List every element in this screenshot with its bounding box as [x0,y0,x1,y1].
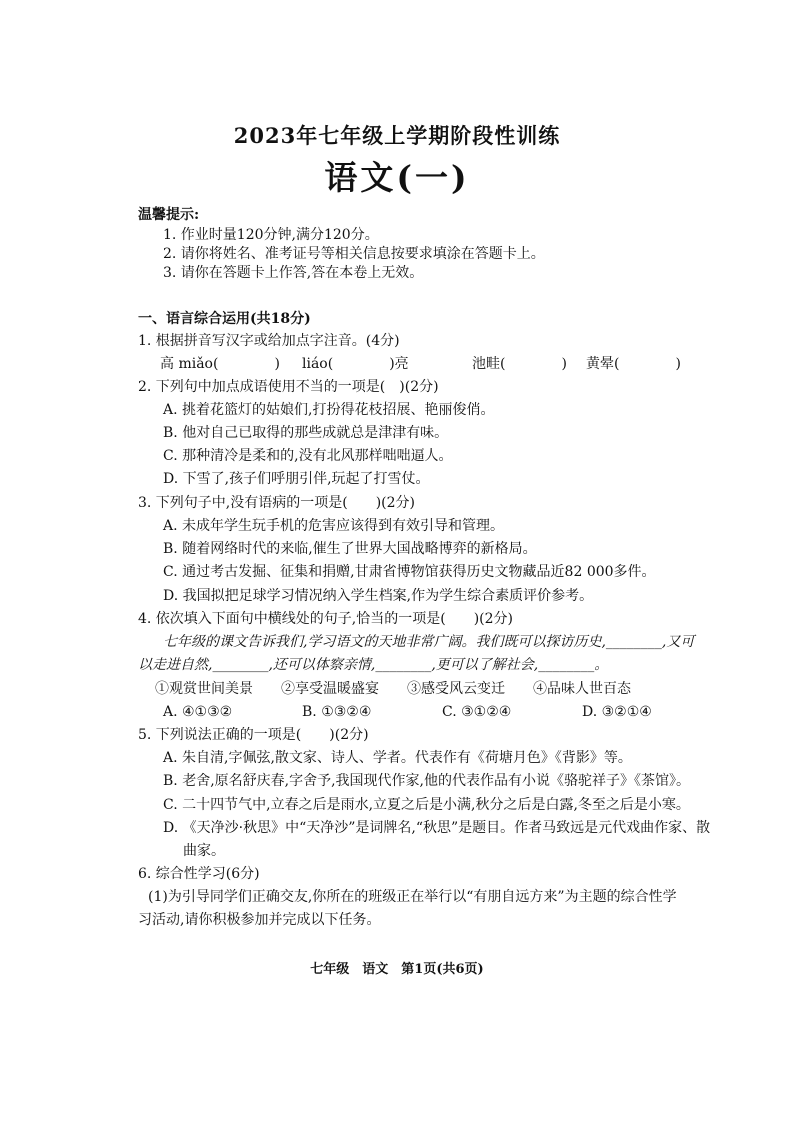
q5-option-d: D. 《天净沙·秋思》中“天净沙”是词牌名,“秋思”是题目。作者马致远是元代戏曲作家、散 [163,820,711,836]
q3-option-b: B. 随着网络时代的来临,催生了世界大国战略博弈的新格局。 [163,541,537,557]
q4-passage-line-2: 以走进自然,________,还可以体察亲情,________,更可以了解社会,________。 [138,657,609,673]
section-1-heading: 一、语言综合运用(共18分) [138,311,311,327]
q5-option-c: C. 二十四节气中,立春之后是雨水,立夏之后是小满,秋分之后是白露,冬至之后是小寒。 [163,797,690,813]
q3-option-d: D. 我国拟把足球学习情况纳入学生档案,作为学生综合素质评价参考。 [163,588,594,604]
q3-stem: 3. 下列句子中,没有语病的一项是( )(2分) [138,495,416,511]
q5-option-a: A. 朱自清,字佩弦,散文家、诗人、学者。代表作有《荷塘月色》《背影》等。 [163,750,632,766]
exam-subject: 语文(一) [324,158,470,197]
q1-part-3: 池畦( ) [472,356,567,372]
q6-line-2: 习活动,请你积极参加并完成以下任务。 [138,912,381,928]
tips-item-2: 2. 请你将姓名、准考证号等相关信息按要求填涂在答题卡上。 [163,246,545,262]
q4-stem: 4. 依次填入下面句中横线处的句子,恰当的一项是( )(2分) [138,611,514,627]
q2-option-c: C. 那种清冷是柔和的,没有北风那样咄咄逼人。 [163,448,453,464]
q1-part-2: liáo( )亮 [302,356,409,372]
q1-stem: 1. 根据拼音写汉字或给加点字注音。(4分) [138,333,400,349]
q3-option-a: A. 未成年学生玩手机的危害应该得到有效引导和管理。 [163,518,505,534]
exam-title: 2023年七年级上学期阶段性训练 [233,123,561,148]
q5-option-d-continued: 曲家。 [183,843,225,859]
q1-part-4: 黄晕( ) [586,356,681,372]
q5-option-b: B. 老舍,原名舒庆春,字舍予,我国现代作家,他的代表作品有小说《骆驼祥子》《茶馆》。 [163,773,690,789]
q4-option-b: B. ①③②④ [302,704,372,720]
q2-stem: 2. 下列句中加点成语使用不当的一项是( )(2分) [138,379,439,395]
tips-label: 温馨提示: [138,207,200,223]
page-footer: 七年级 语文 第1页(共6页) [310,962,484,977]
q4-option-d: D. ③②①④ [582,704,652,720]
q2-option-d: D. 下雪了,孩子们呼朋引伴,玩起了打雪仗。 [163,471,430,487]
q4-option-c: C. ③①②④ [442,704,512,720]
q2-option-a: A. 挑着花篮灯的姑娘们,打扮得花枝招展、艳丽俊俏。 [163,402,495,418]
q6-line-1: (1)为引导同学们正确交友,你所在的班级正在举行以“有朋自远方来”为主题的综合性学 [148,889,677,905]
q3-option-c: C. 通过考古发掘、征集和捐赠,甘肃省博物馆获得历史文物藏品近82 000多件。 [163,564,656,580]
q2-option-b: B. 他对自己已取得的那些成就总是津津有味。 [163,425,449,441]
q6-stem: 6. 综合性学习(6分) [138,866,260,882]
q4-option-a: A. ④①③② [163,704,233,720]
q4-passage-line-1: 七年级的课文告诉我们,学习语文的天地非常广阔。我们既可以探访历史,________,又可 [163,634,695,650]
q5-stem: 5. 下列说法正确的一项是( )(2分) [138,727,369,743]
q4-choices: ①观赏世间美景 ②享受温暖盛宴 ③感受风云变迁 ④品味人世百态 [155,681,631,697]
tips-item-3: 3. 请你在答题卡上作答,答在本卷上无效。 [163,265,424,281]
tips-item-1: 1. 作业时量120分钟,满分120分。 [163,227,379,243]
q1-part-1: 高 miǎo( ) [160,356,280,372]
